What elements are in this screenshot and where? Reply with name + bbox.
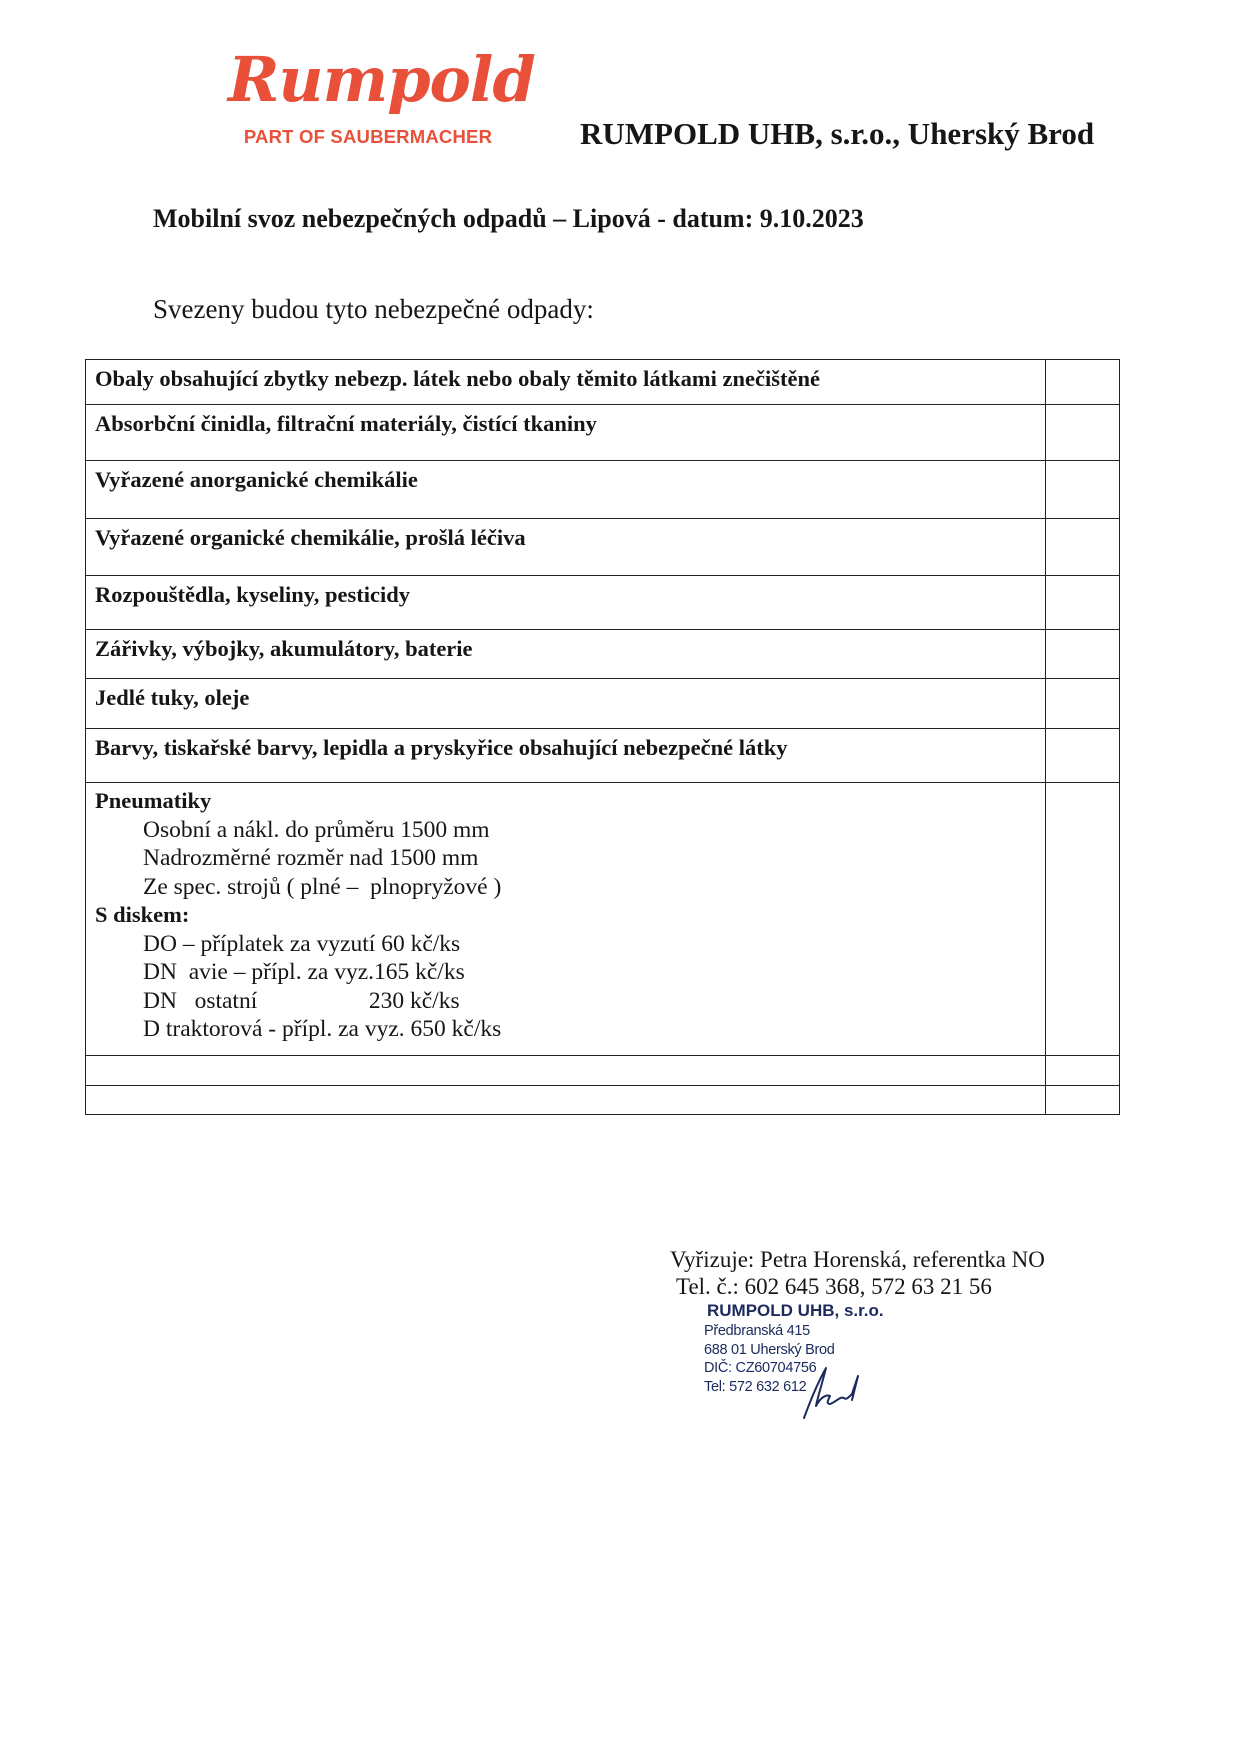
- item-cell: [86, 729, 1046, 782]
- stamp-street: Předbranská 415: [704, 1323, 810, 1339]
- waste-item-label: Absorbční činidla, filtrační materiály, čistící tkaniny: [95, 411, 597, 436]
- stamp-dic: DIČ: CZ60704756: [704, 1360, 817, 1376]
- empty-cell: [86, 1056, 1046, 1085]
- disk-item: DN ostatní 230 kč/ks: [143, 987, 460, 1014]
- check-cell: [1046, 519, 1119, 575]
- company-heading: RUMPOLD UHB, s.r.o., Uherský Brod: [580, 116, 1095, 151]
- item-cell: [86, 461, 1046, 518]
- check-cell: [1046, 405, 1119, 460]
- waste-item-label: Barvy, tiskařské barvy, lepidla a pryskyřice obsahující nebezpečné látky: [95, 735, 788, 760]
- table-row: [86, 519, 1119, 576]
- tires-heading: Pneumatiky: [95, 788, 212, 813]
- empty-cell: [86, 1086, 1046, 1114]
- logo-wordmark: Rumpold: [228, 43, 535, 116]
- table-row: [86, 576, 1119, 630]
- waste-table: [85, 359, 1120, 1115]
- disk-heading: S diskem:: [95, 902, 190, 927]
- table-row: [86, 360, 1119, 405]
- item-cell: [86, 519, 1046, 575]
- disk-item: D traktorová - přípl. za vyz. 650 kč/ks: [143, 1016, 502, 1042]
- check-cell: [1046, 630, 1119, 678]
- tire-item: Ze spec. strojů ( plné – plnopryžové ): [143, 873, 502, 900]
- item-cell: [86, 405, 1046, 460]
- item-cell: [86, 360, 1046, 404]
- handler-line: Vyřizuje: Petra Horenská, referentka NO: [670, 1247, 1045, 1272]
- signature: [796, 1362, 866, 1422]
- item-cell: [86, 630, 1046, 678]
- item-cell: [86, 679, 1046, 728]
- stamp-tel: Tel: 572 632 612: [704, 1378, 807, 1395]
- disk-item: DN avie – přípl. za vyz.165 kč/ks: [143, 959, 465, 985]
- tires-cell: [86, 783, 1046, 1055]
- intro-text: Svezeny budou tyto nebezpečné odpady:: [153, 294, 594, 324]
- waste-item-label: Zářivky, výbojky, akumulátory, baterie: [95, 636, 473, 661]
- check-cell: [1046, 576, 1119, 629]
- stamp-city: 688 01 Uherský Brod: [704, 1341, 835, 1358]
- stamp-company: RUMPOLD UHB, s.r.o.: [707, 1301, 884, 1320]
- waste-item-label: Obaly obsahující zbytky nebezp. látek nebo obaly těmito látkami znečištěné: [95, 366, 820, 391]
- document-title: Mobilní svoz nebezpečných odpadů – Lipová - datum: 9.10.2023: [153, 204, 864, 233]
- check-cell: [1046, 729, 1119, 782]
- waste-item-label: Vyřazené organické chemikálie, prošlá léčiva: [95, 525, 526, 550]
- waste-item-label: Jedlé tuky, oleje: [95, 685, 250, 710]
- check-cell: [1046, 360, 1119, 404]
- table-row: [86, 1086, 1119, 1114]
- disk-item: DO – příplatek za vyzutí 60 kč/ks: [143, 930, 461, 957]
- table-row: [86, 630, 1119, 679]
- waste-item-label: Vyřazené anorganické chemikálie: [95, 467, 418, 492]
- table-row: [86, 679, 1119, 729]
- table-row: [86, 783, 1119, 1056]
- check-cell: [1046, 461, 1119, 518]
- tire-item: Nadrozměrné rozměr nad 1500 mm: [143, 845, 479, 871]
- rumpold-logo: [228, 43, 535, 148]
- check-cell: [1046, 1056, 1119, 1085]
- phone-line: Tel. č.: 602 645 368, 572 63 21 56: [676, 1274, 992, 1299]
- item-cell: [86, 576, 1046, 629]
- contact-block: [670, 1246, 1045, 1300]
- table-row: [86, 729, 1119, 783]
- table-row: [86, 461, 1119, 519]
- tire-item: Osobní a nákl. do průměru 1500 mm: [143, 816, 490, 843]
- table-row: [86, 405, 1119, 461]
- check-cell: [1046, 1086, 1119, 1114]
- check-cell: [1046, 679, 1119, 728]
- waste-item-label: Rozpouštědla, kyseliny, pesticidy: [95, 582, 411, 607]
- check-cell: [1046, 783, 1119, 1055]
- logo-tagline: PART OF SAUBERMACHER: [243, 126, 493, 147]
- table-row: [86, 1056, 1119, 1086]
